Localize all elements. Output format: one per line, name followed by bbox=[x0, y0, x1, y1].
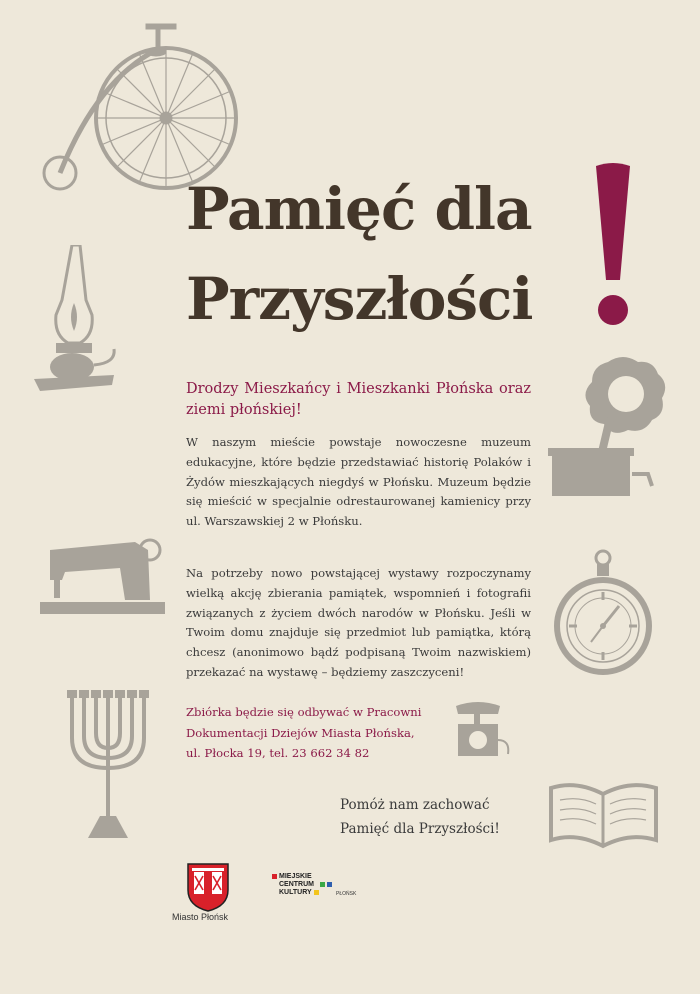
closing-line-1: Pomóż nam zachować bbox=[340, 797, 490, 813]
mck-blue-square bbox=[327, 882, 332, 887]
title-line-2: Przyszłości bbox=[186, 265, 533, 333]
mck-red-square bbox=[272, 874, 277, 879]
contact-line-1: Zbiórka będzie się odbywać w Pracowni bbox=[186, 705, 422, 719]
city-crest-logo bbox=[186, 862, 230, 912]
gramophone-icon bbox=[548, 352, 673, 502]
intro-greeting: Drodzy Mieszkańcy i Mieszkanki Płońska oraz ziemi płońskiej! bbox=[186, 381, 531, 418]
open-book-icon bbox=[546, 780, 661, 850]
mck-logo bbox=[272, 873, 314, 897]
paragraph-museum: W naszym mieście powstaje nowoczesne muzeum edukacyjne, które będzie przedstawiać historię Polaków i Żydów mieszkających niegdyś w Płońsku. Muzeum będzie się mieścić w specjalnie odrestaurowanej kamienicy przy ul. Warszawskiej 2 w Płońsku. bbox=[186, 435, 531, 529]
bicycle-icon bbox=[38, 18, 243, 193]
exclamation-mark-icon bbox=[588, 162, 638, 332]
paragraph-collection: Na potrzeby nowo powstającej wystawy rozpoczynamy wielką akcję zbierania pamiątek, wspomnień i fotografii związanych z życiem dwóch narodów w Płońsku. Jeśli w Twoim domu znajduje się przedmiot lub pamiątka, którą chcesz (anonimowo bądź podpisaną Twoim nazwiskiem) przekazać na wystawę – będziemy zaszczyceni! bbox=[186, 566, 531, 679]
menorah-icon bbox=[58, 688, 158, 840]
closing-message bbox=[340, 793, 550, 841]
mck-sub-label: PŁOŃSK bbox=[336, 891, 357, 897]
city-label: Miasto Płońsk bbox=[172, 912, 229, 922]
contact-line-3: ul. Płocka 19, tel. 23 662 34 82 bbox=[186, 746, 370, 760]
contact-line-2: Dokumentacji Dziejów Miasta Płońska, bbox=[186, 725, 415, 740]
mck-yellow-square bbox=[314, 890, 319, 895]
telephone-icon bbox=[448, 700, 513, 758]
sewing-machine-icon bbox=[40, 520, 165, 620]
mck-line-1: MIEJSKIE bbox=[279, 873, 312, 880]
mck-green-square bbox=[320, 882, 325, 887]
mck-line-2: CENTRUM bbox=[279, 881, 314, 888]
title-line-1: Pamięć dla bbox=[186, 175, 532, 243]
mck-line-3: KULTURY bbox=[279, 889, 312, 896]
oil-lamp-icon bbox=[24, 245, 119, 395]
closing-line-2: Pamięć dla Przyszłości! bbox=[340, 821, 500, 837]
pocket-watch-icon bbox=[553, 548, 653, 678]
contact-info bbox=[186, 702, 446, 764]
